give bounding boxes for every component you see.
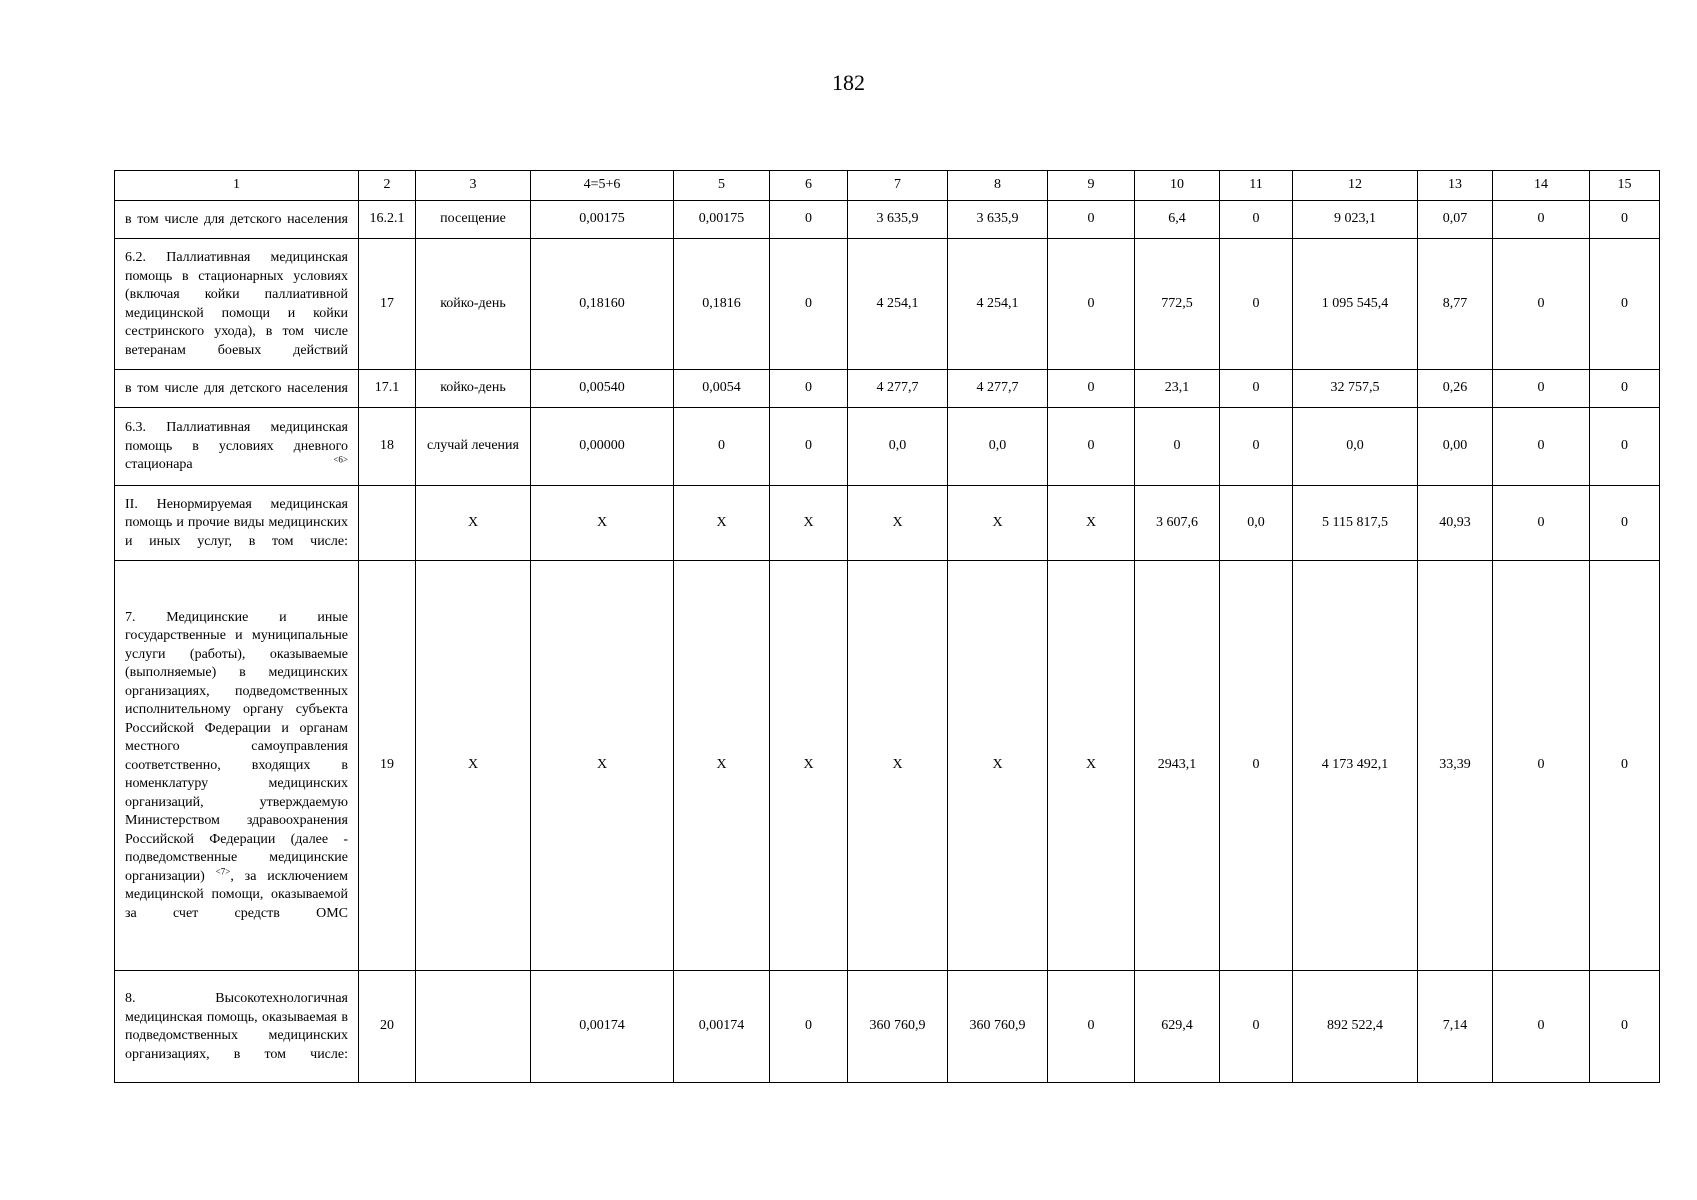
table-cell: 3 607,6 [1135,486,1220,561]
table-cell: 0 [1590,370,1660,408]
table-cell: 0,0054 [674,370,770,408]
table-cell: Х [531,561,674,971]
table-cell: 0 [1590,486,1660,561]
table-cell: 0 [770,370,848,408]
table-cell: 20 [359,971,416,1083]
table-cell: 0 [1493,370,1590,408]
table-cell: 2943,1 [1135,561,1220,971]
table-cell: 4 173 492,1 [1293,561,1418,971]
table-cell: 0 [770,971,848,1083]
table-cell: Х [848,561,948,971]
table-cell: Х [948,561,1048,971]
table-row [115,486,1660,561]
row-description: 8. Высокотехнологичная медицинская помощь, оказываемая в подведомственных медицинских организациях, в том числе: [115,971,359,1083]
column-header: 4=5+6 [531,171,674,201]
table-cell: 0,26 [1418,370,1493,408]
row-description: 7. Медицинские и иные государственные и муниципальные услуги (работы), оказываемые (выполняемые) в медицинских организациях, подведомственных исполнительному органу субъекта Российской Федерации и органам местного самоуправления соответственно, входящих в номенклатуру медицинских организаций, утверждаемую Министерством здравоохранения Российской Федерации (далее - подведомственные медицинские организации) $^{<7>}$, за исключением медицинской помощи, оказываемой за счет средств ОМС [115,561,359,971]
table-cell: 0 [1048,971,1135,1083]
table-cell: 1 095 545,4 [1293,239,1418,370]
table-cell: 9 023,1 [1293,201,1418,239]
table-cell: 892 522,4 [1293,971,1418,1083]
table-cell: 4 277,7 [848,370,948,408]
table-cell: 4 254,1 [948,239,1048,370]
row-description: в том числе для детского населения [115,370,359,408]
table-cell: 0,0 [1293,408,1418,486]
table-cell: 0,07 [1418,201,1493,239]
footnote-marker: <7> [215,866,231,877]
table-cell: 0,18160 [531,239,674,370]
table-cell: Х [674,486,770,561]
table-cell: 5 115 817,5 [1293,486,1418,561]
table-row [115,561,1660,971]
table-cell: 0,00175 [674,201,770,239]
table-cell: койко-день [416,239,531,370]
table-cell: 0 [1135,408,1220,486]
table-cell: 0 [1590,201,1660,239]
column-header: 12 [1293,171,1418,201]
column-header: 8 [948,171,1048,201]
table-cell: 3 635,9 [948,201,1048,239]
table-cell: 0 [1220,239,1293,370]
table-cell: 0 [1590,408,1660,486]
table-cell: 18 [359,408,416,486]
table-cell: 32 757,5 [1293,370,1418,408]
table-cell: 0,0 [1220,486,1293,561]
table-cell: 0,1816 [674,239,770,370]
table-cell: 0,00175 [531,201,674,239]
table-cell [416,971,531,1083]
table-cell: 8,77 [1418,239,1493,370]
table-cell: посещение [416,201,531,239]
table-cell: Х [1048,486,1135,561]
table-cell: 33,39 [1418,561,1493,971]
table-cell: 0 [1220,408,1293,486]
table-cell: 0 [1493,239,1590,370]
table-cell: 0 [1493,408,1590,486]
table-cell: койко-день [416,370,531,408]
table-row [115,239,1660,370]
column-header: 14 [1493,171,1590,201]
table-header-row [115,171,1660,201]
row-description: 6.2. Паллиативная медицинская помощь в стационарных условиях (включая койки паллиативной медицинской помощи и койки сестринского ухода), в том числе ветеранам боевых действий [115,239,359,370]
table-cell: 0 [1493,971,1590,1083]
table-cell: 772,5 [1135,239,1220,370]
table-cell: 0 [1493,201,1590,239]
table-cell: Х [416,486,531,561]
table-cell: 0,00000 [531,408,674,486]
page-number: 182 [832,70,865,95]
table-cell: 360 760,9 [948,971,1048,1083]
column-header: 15 [1590,171,1660,201]
table-cell: Х [770,561,848,971]
column-header: 13 [1418,171,1493,201]
table-cell [359,486,416,561]
table-cell: 0 [1590,561,1660,971]
column-header: 9 [1048,171,1135,201]
table-cell: Х [948,486,1048,561]
table-cell: 0,0 [848,408,948,486]
footnote-marker: <6> [333,454,348,465]
column-header: 10 [1135,171,1220,201]
table-cell: 0 [770,239,848,370]
table-cell: 0 [1048,370,1135,408]
table-cell: 16.2.1 [359,201,416,239]
table-cell: случай лечения [416,408,531,486]
table-cell: 0 [1048,201,1135,239]
table-cell: 0 [1220,370,1293,408]
row-description: 6.3. Паллиативная медицинская помощь в условиях дневного стационара $^{<6>}$ [115,408,359,486]
table-cell: Х [416,561,531,971]
table-row [115,370,1660,408]
table-cell: 0 [1493,561,1590,971]
table-cell: Х [770,486,848,561]
row-description: II. Ненормируемая медицинская помощь и прочие виды медицинских и иных услуг, в том числе: [115,486,359,561]
table-cell: 0 [1048,239,1135,370]
table-cell: 0,00174 [531,971,674,1083]
column-header: 1 [115,171,359,201]
table-cell: 360 760,9 [848,971,948,1083]
table-cell: 0 [1493,486,1590,561]
column-header: 11 [1220,171,1293,201]
table-cell: 19 [359,561,416,971]
data-table [114,170,1660,1083]
table-cell: 0,0 [948,408,1048,486]
column-header: 5 [674,171,770,201]
table-cell: 0,00540 [531,370,674,408]
table-cell: Х [674,561,770,971]
table-cell: 17.1 [359,370,416,408]
column-header: 6 [770,171,848,201]
table-cell: 0 [1220,561,1293,971]
table-cell: Х [848,486,948,561]
table-cell: 0 [1590,239,1660,370]
table-cell: 0 [770,201,848,239]
table-row [115,408,1660,486]
column-header: 2 [359,171,416,201]
table-cell: 0,00174 [674,971,770,1083]
table-cell: 7,14 [1418,971,1493,1083]
column-header: 7 [848,171,948,201]
table-cell: 3 635,9 [848,201,948,239]
table-cell: 0 [1220,971,1293,1083]
table-cell: 0,00 [1418,408,1493,486]
table-row [115,201,1660,239]
table-cell: 4 277,7 [948,370,1048,408]
table-cell: 0 [1590,971,1660,1083]
table-cell: 4 254,1 [848,239,948,370]
table-cell: 6,4 [1135,201,1220,239]
table-cell: 629,4 [1135,971,1220,1083]
table-cell: Х [1048,561,1135,971]
table-cell: 0 [770,408,848,486]
table-cell: 0 [1220,201,1293,239]
table-cell: 23,1 [1135,370,1220,408]
table-cell: Х [531,486,674,561]
column-header: 3 [416,171,531,201]
table-row [115,971,1660,1083]
table-cell: 17 [359,239,416,370]
row-description: в том числе для детского населения [115,201,359,239]
table-cell: 40,93 [1418,486,1493,561]
table-cell: 0 [1048,408,1135,486]
table-cell: 0 [674,408,770,486]
